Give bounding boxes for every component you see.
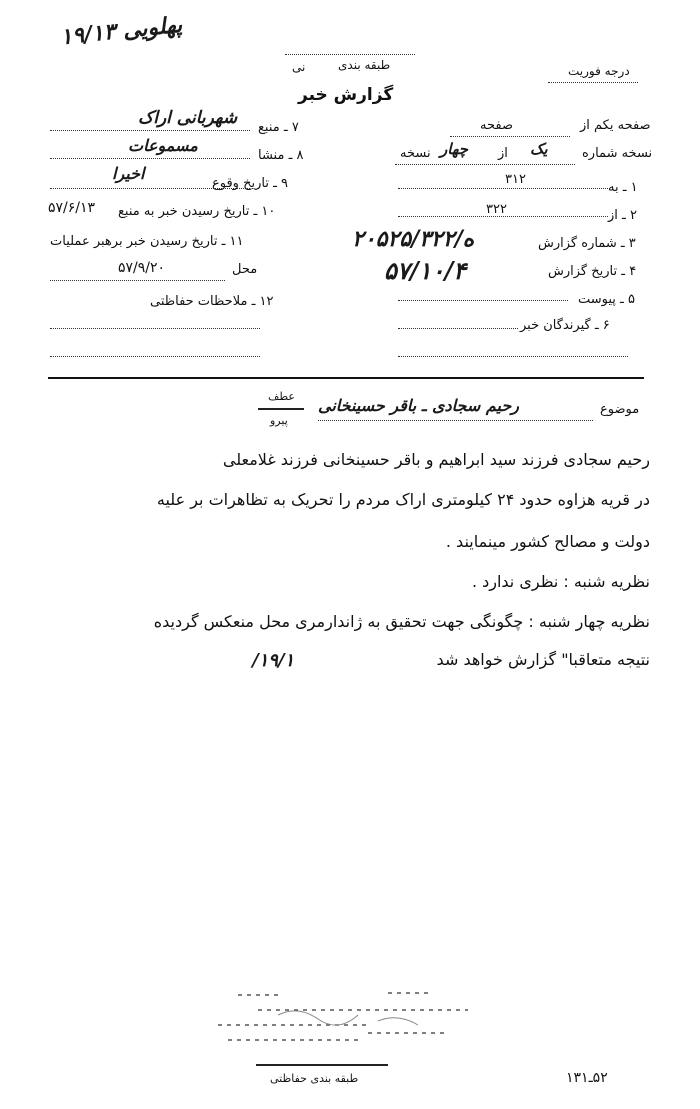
copy-of-value: چهار	[440, 140, 469, 158]
recipients-label: ۶ ـ گیرندگان خبر	[520, 318, 610, 333]
source-received-date-value: ۵۷/۶/۱۳	[48, 200, 96, 216]
copy-value: یک	[530, 140, 548, 158]
origin-label: ۸ ـ منشا	[258, 148, 304, 163]
from-value: ۳۲۲	[486, 202, 507, 217]
page-label: صفحه یکم از	[580, 118, 651, 133]
body-line: رحیم سجادی فرزند سید ابراهیم و باقر حسینخانی فرزند غلامعلی	[222, 450, 650, 469]
report-number-value: ۲۰۵۲۵/۳۲۲/ه	[352, 226, 475, 252]
priority-line	[548, 82, 638, 83]
copy-of: از	[498, 146, 508, 161]
body-signature: /۱۹/۱	[252, 650, 295, 671]
origin-value: مسموعات	[128, 136, 198, 155]
peyro-label: پیرو	[270, 414, 288, 427]
report-date-value: ۵۷/۱۰/۴	[384, 256, 466, 285]
ops-received-date-label: ۱۱ ـ تاریخ رسیدن خبر برهبر عملیات	[50, 234, 244, 249]
body-line: نظریه شنبه : نظری ندارد .	[471, 572, 650, 591]
report-date-label: ۴ ـ تاریخ گزارش	[548, 264, 637, 279]
footer-line	[256, 1064, 388, 1066]
subject-value: رحیم سجادی ـ باقر حسینخانی	[318, 396, 519, 415]
classification-line	[285, 54, 415, 55]
handwritten-note: پهلویی ۱۹/۱۳	[58, 11, 184, 51]
priority-label: درجه فوریت	[568, 64, 630, 78]
classification-value: نی	[292, 60, 306, 74]
atf-label: عطف	[268, 390, 295, 403]
source-label: ۷ ـ منبع	[258, 120, 299, 135]
attachment-label: ۵ ـ پیوست	[578, 292, 635, 307]
classification-label: طبقه بندی	[338, 58, 391, 72]
header-divider	[48, 377, 644, 379]
copy-suffix: نسخه	[400, 146, 431, 161]
body-line: دولت و مصالح کشور مینمایند .	[445, 532, 650, 551]
copy-label: نسخه شماره	[582, 146, 653, 161]
ops-received-date-label-2: محل	[232, 262, 258, 277]
source-received-date-label: ۱۰ ـ تاریخ رسیدن خبر به منبع	[118, 204, 276, 219]
to-value: ۳۱۲	[505, 172, 526, 187]
source-value: شهربانی اراک	[138, 108, 238, 128]
body-line: در قریه هزاوه حدود ۲۴ کیلومتری اراک مردم را تحریک به تظاهرات بر علیه	[156, 490, 650, 509]
security-notes-label: ۱۲ ـ ملاحظات حفاظتی	[150, 294, 274, 309]
ops-received-date-value: ۵۷/۹/۲۰	[118, 260, 166, 276]
to-label: ۱ ـ به	[608, 180, 638, 195]
occurrence-date-label: ۹ ـ تاریخ وقوع	[212, 176, 289, 191]
report-title: گزارش خبر	[298, 85, 394, 105]
atf-divider	[258, 408, 304, 410]
from-label: ۲ ـ از	[608, 208, 637, 223]
body-line: نتیجه متعاقبا" گزارش خواهد شد	[436, 650, 650, 669]
form-number: ۵۲ـ۱۳۱	[566, 1070, 608, 1086]
subject-label: موضوع	[600, 402, 640, 417]
page-label-2: صفحه	[480, 118, 513, 133]
footer-classification: طبقه بندی حفاظتی	[270, 1072, 359, 1085]
occurrence-date-value: اخیرا	[112, 164, 145, 183]
body-line: نظریه چهار شنبه : چگونگی جهت تحقیق به ژاندارمری محل منعکس گردیده	[153, 612, 650, 631]
signature-stamp-area	[218, 985, 488, 1055]
report-number-label: ۳ ـ شماره گزارش	[538, 236, 636, 251]
